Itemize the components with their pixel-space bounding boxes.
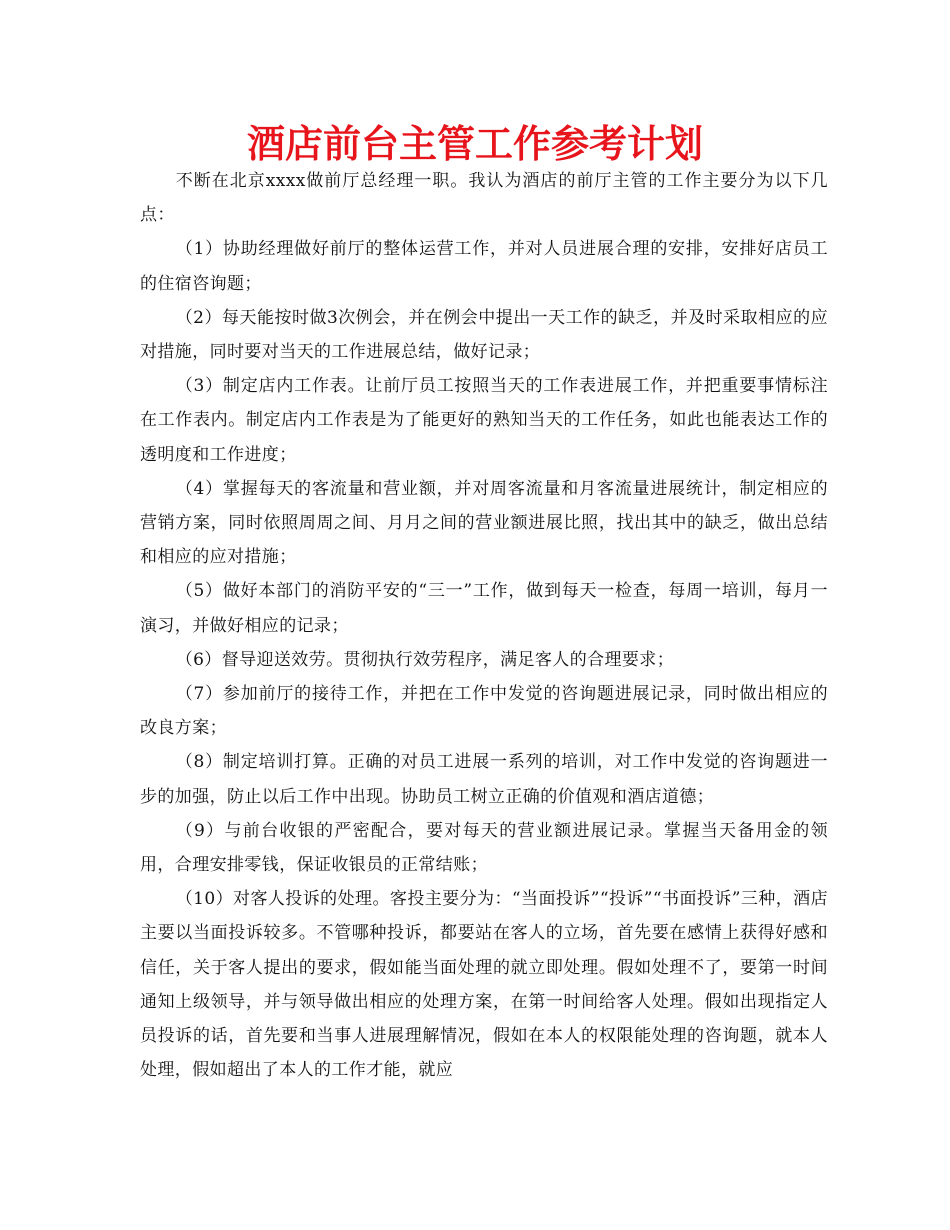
paragraph-item-8: （8）制定培训打算。正确的对员工进展一系列的培训，对工作中发觉的咨询题进一步的加强，防止以后工作中出现。协助员工树立正确的价值观和酒店道德； bbox=[140, 752, 828, 807]
paragraph-item-6: （6）督导迎送效劳。贯彻执行效劳程序，满足客人的合理要求； bbox=[175, 649, 675, 670]
paragraph-item-4: （4）掌握每天的客流量和营业额，并对周客流量和月客流量进展统计，制定相应的营销方案，同时依照周周之间、月月之间的营业额进展比照，找出其中的缺乏，做出总结和相应的应对措施； bbox=[140, 478, 828, 568]
paragraph-item-7: （7）参加前厅的接待工作，并把在工作中发觉的咨询题进展记录，同时做出相应的改良方案； bbox=[140, 684, 828, 739]
paragraph-item-10: （10）对客人投诉的处理。客投主要分为：“当面投诉”“投诉”“书面投诉”三种，酒店主要以当面投诉较多。不管哪种投诉，都要站在客人的立场，首先要在感情上获得好感和信任，关于客人提出的要求，假如能当面处理的就立即处理。假如处理不了，要第一时间通知上级领导，并与领导做出相应的处理方案，在第一时间给客人处理。假如出现指定人员投诉的话，首先要和当事人进展理解情况，假如在本人的权限能处理的咨询题，就本人处理，假如超出了本人的工作才能，就应 bbox=[140, 889, 828, 1081]
paragraph-item-3: （3）制定店内工作表。让前厅员工按照当天的工作表进展工作，并把重要事情标注在工作表内。制定店内工作表是为了能更好的熟知当天的工作任务，如此也能表达工作的透明度和工作进度； bbox=[140, 376, 828, 465]
paragraph-item-5: （5）做好本部门的消防平安的“三一”工作，做到每天一检查，每周一培训，每月一演习，并做好相应的记录； bbox=[140, 581, 828, 636]
paragraph-intro: 不断在北京xxxx做前厅总经理一职。我认为酒店的前厅主管的工作主要分为以下几点： bbox=[140, 171, 828, 226]
paragraph-item-2: （2）每天能按时做3次例会，并在例会中提出一天工作的缺乏，并及时采取相应的应对措施，同时要对当天的工作进展总结，做好记录； bbox=[140, 307, 828, 363]
paragraph-item-1: （1）协助经理做好前厅的整体运营工作，并对人员进展合理的安排，安排好店员工的住宿咨询题； bbox=[140, 239, 828, 294]
paragraph-item-9: （9）与前台收银的严密配合，要对每天的营业额进展记录。掌握当天备用金的领用，合理安排零钱，保证收银员的正常结账； bbox=[140, 820, 828, 876]
document-body bbox=[140, 164, 828, 1087]
document-title: 酒店前台主管工作参考计划 bbox=[246, 122, 703, 166]
